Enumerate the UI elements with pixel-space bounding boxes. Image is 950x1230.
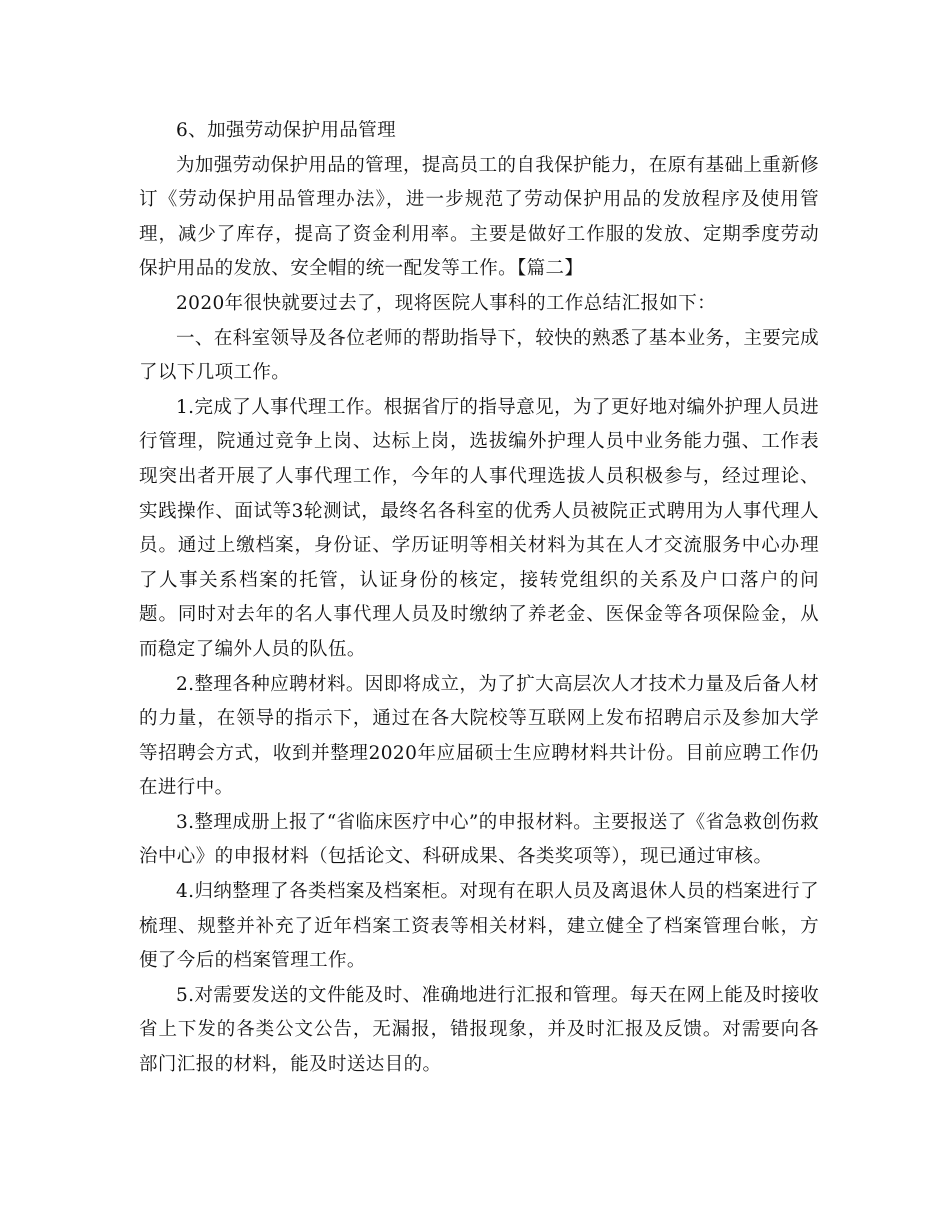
- paragraph-item-5: 5.对需要发送的文件能及时、准确地进行汇报和管理。每天在网上能及时接收省上下发的各类公文公告，无漏报，错报现象，并及时汇报及反馈。对需要向各部门汇报的材料，能及时送达目的。: [139, 984, 819, 1076]
- paragraph-section-one: 一、在科室领导及各位老师的帮助指导下，较快的熟悉了基本业务，主要完成了以下几项工作。: [139, 327, 819, 384]
- paragraph-intro: 2020年很快就要过去了，现将医院人事科的工作总结汇报如下：: [176, 292, 717, 314]
- document-body: [139, 114, 819, 1083]
- paragraph-item-2: 2.整理各种应聘材料。因即将成立，为了扩大高层次人才技术力量及后备人材的力量，在领导的指示下，通过在各大院校等互联网上发布招聘启示及参加大学等招聘会方式，收到并整理2020年应届硕士生应聘材料共计份。目前应聘工作仍在进行中。: [139, 673, 819, 799]
- section-heading: 6、加强劳动保护用品管理: [176, 120, 397, 141]
- paragraph-item-1: 1.完成了人事代理工作。根据省厅的指导意见，为了更好地对编外护理人员进行管理，院通过竞争上岗、达标上岗，选拔编外护理人员中业务能力强、工作表现突出者开展了人事代理工作，今年的人事代理选拔人员积极参与，经过理论、实践操作、面试等3轮测试，最终名各科室的优秀人员被院正式聘用为人事代理人员。通过上缴档案，身份证、学历证明等相关材料为其在人才交流服务中心办理了人事关系档案的托管，认证身份的核定，接转党组织的关系及户口落户的问题。同时对去年的名人事代理人员及时缴纳了养老金、医保金等各项保险金，从而稳定了编外人员的队伍。: [139, 396, 819, 660]
- paragraph-item-4: 4.归纳整理了各类档案及档案柜。对现有在职人员及离退休人员的档案进行了梳理、规整并补充了近年档案工资表等相关材料，建立健全了档案管理台帐，方便了今后的档案管理工作。: [139, 881, 819, 972]
- paragraph-item-3: 3.整理成册上报了“省临床医疗中心”的申报材料。主要报送了《省急救创伤救治中心》的申报材料（包括论文、科研成果、各类奖项等），现已通过审核。: [139, 811, 819, 868]
- paragraph-protective-equipment: 为加强劳动保护用品的管理，提高员工的自我保护能力，在原有基础上重新修订《劳动保护用品管理办法》，进一步规范了劳动保护用品的发放程序及使用管理，减少了库存，提高了资金利用率。主要是做好工作服的发放、定期季度劳动保护用品的发放、安全帽的统一配发等工作。【篇二】: [139, 154, 819, 280]
